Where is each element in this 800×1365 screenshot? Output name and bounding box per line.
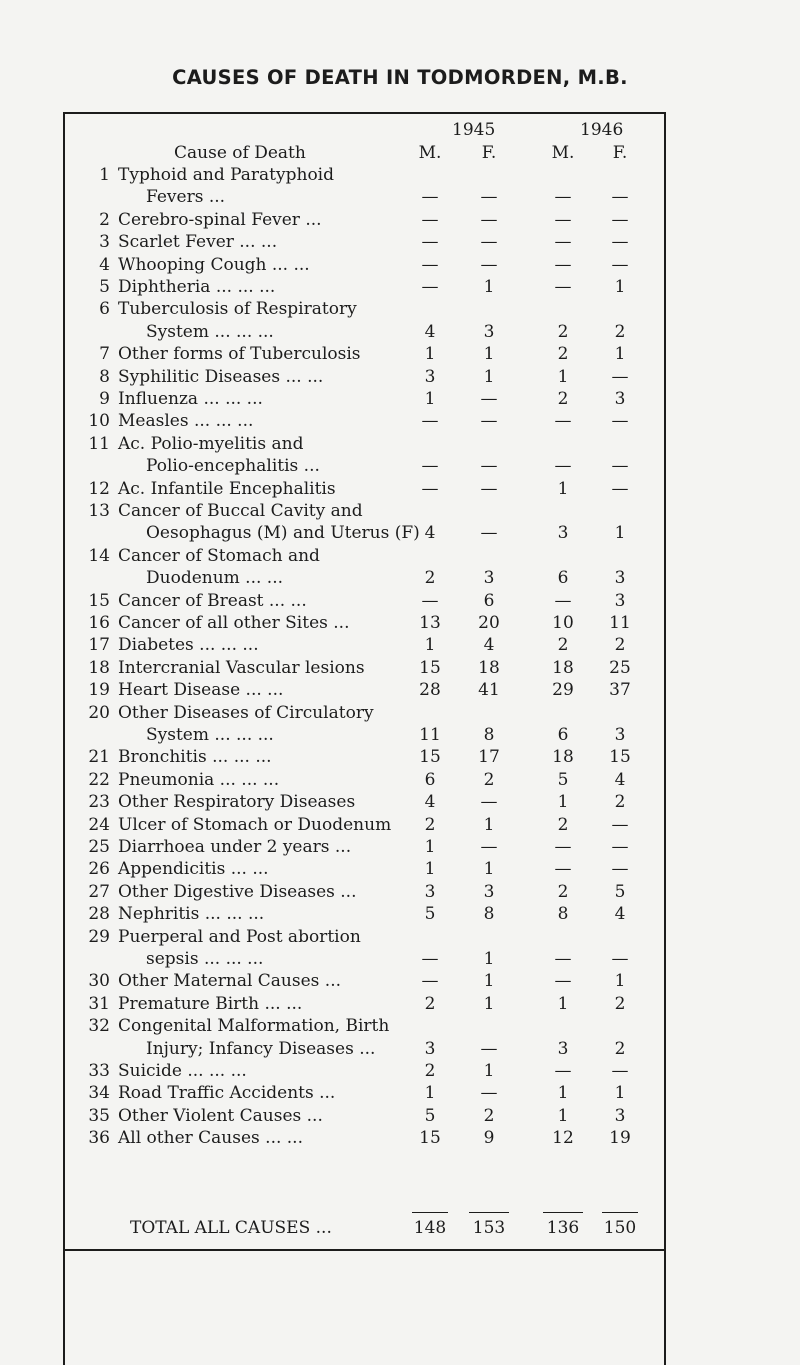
value-cell: —	[421, 232, 439, 253]
row-number: 4	[99, 254, 110, 275]
row-number: 5	[99, 277, 110, 297]
value-cell: —	[480, 478, 498, 499]
row-number: 33	[88, 1061, 110, 1081]
cause-text-line: Premature Birth ... ...	[118, 993, 303, 1014]
row-number: 24	[88, 814, 110, 835]
value-cell: 6	[557, 568, 569, 589]
sex-header-1946-m: M.	[551, 143, 575, 163]
cause-text-line: Influenza ... ... ...	[118, 389, 263, 409]
sex-header-1945-m: M.	[418, 143, 442, 163]
value-cell: 11	[609, 613, 631, 633]
value-cell: —	[421, 590, 439, 611]
value-cell: —	[554, 254, 572, 275]
value-cell: 2	[557, 635, 569, 656]
row-number: 28	[88, 904, 110, 925]
year-1946: 1946	[580, 120, 624, 140]
value-cell: 3	[614, 1105, 626, 1126]
value-cell: 11	[419, 725, 441, 745]
value-cell: —	[480, 792, 498, 813]
value-cell: —	[480, 523, 498, 544]
value-cell: 2	[483, 769, 495, 790]
value-cell: 1	[483, 1061, 495, 1081]
year-1945: 1945	[452, 120, 496, 140]
cause-text-line: Other Respiratory Diseases	[118, 792, 356, 813]
value-cell: —	[554, 411, 572, 432]
cause-text-line: Ac. Infantile Encephalitis	[118, 478, 336, 499]
value-cell: 2	[614, 635, 626, 656]
sum-rule-1945-m	[412, 1212, 448, 1213]
sex-header-1945-f: F.	[481, 143, 497, 163]
value-cell: 6	[483, 590, 495, 611]
value-cell: 2	[424, 568, 436, 589]
row-number: 36	[88, 1128, 110, 1149]
cause-text-line: Measles ... ... ...	[118, 411, 254, 432]
value-cell: —	[554, 971, 572, 992]
value-cell: 1	[483, 344, 495, 365]
value-cell: —	[611, 456, 629, 477]
value-cell: 20	[478, 613, 500, 633]
value-cell: 2	[557, 321, 569, 342]
cause-column-header: Cause of Death	[174, 143, 306, 163]
row-number: 20	[88, 702, 110, 723]
value-cell: —	[611, 209, 629, 230]
value-cell: 5	[424, 904, 436, 925]
row-number: 12	[88, 478, 110, 499]
value-cell: —	[611, 837, 629, 857]
value-cell: 1	[483, 277, 495, 297]
cause-text-line: Diabetes ... ... ...	[118, 635, 259, 656]
value-cell: —	[611, 254, 629, 275]
value-cell: —	[554, 949, 572, 969]
value-cell: 3	[424, 366, 436, 387]
value-cell: 1	[483, 366, 495, 387]
cause-text-line: Other Maternal Causes ...	[118, 971, 342, 992]
row-number: 1	[99, 165, 110, 185]
value-cell: 28	[419, 680, 441, 701]
value-cell: 15	[419, 657, 441, 678]
row-number: 19	[88, 680, 110, 701]
value-cell: 1	[483, 971, 495, 992]
value-cell: 2	[424, 814, 436, 835]
row-number: 29	[88, 926, 110, 947]
value-cell: 15	[419, 747, 441, 768]
cause-text-line: Injury; Infancy Diseases ...	[146, 1038, 376, 1059]
value-cell: —	[611, 949, 629, 969]
cause-text-line: Diphtheria ... ... ...	[118, 277, 276, 297]
cause-text-line: Other Diseases of Circulatory	[118, 702, 374, 723]
value-cell: 13	[419, 613, 441, 633]
value-cell: 1	[424, 389, 436, 409]
row-number: 11	[88, 433, 110, 454]
total-1946-f: 150	[603, 1218, 637, 1238]
value-cell: 2	[614, 993, 626, 1014]
value-cell: 4	[424, 321, 436, 342]
value-cell: 6	[424, 769, 436, 790]
value-cell: 18	[552, 747, 574, 768]
value-cell: —	[554, 187, 572, 208]
value-cell: 15	[419, 1128, 441, 1149]
value-cell: 3	[614, 568, 626, 589]
cause-text-line: Road Traffic Accidents ...	[118, 1083, 336, 1104]
value-cell: 1	[483, 993, 495, 1014]
value-cell: 2	[557, 814, 569, 835]
value-cell: 41	[478, 680, 500, 701]
value-cell: —	[480, 209, 498, 230]
cause-text-line: Other Violent Causes ...	[118, 1105, 323, 1126]
cause-text-line: Duodenum ... ...	[146, 568, 284, 589]
value-cell: 37	[609, 680, 631, 701]
table-bottom-rule	[63, 1249, 666, 1251]
value-cell: —	[421, 411, 439, 432]
value-cell: 1	[614, 523, 626, 544]
row-number: 9	[99, 389, 110, 409]
value-cell: 4	[614, 769, 626, 790]
cause-text-line: Scarlet Fever ... ...	[118, 232, 278, 253]
row-number: 34	[88, 1083, 110, 1104]
cause-text-line: System ... ... ...	[146, 725, 274, 745]
cause-text-line: Syphilitic Diseases ... ...	[118, 366, 324, 387]
cause-text-line: Suicide ... ... ...	[118, 1061, 247, 1081]
value-cell: —	[611, 232, 629, 253]
value-cell: 15	[609, 747, 631, 768]
value-cell: —	[421, 971, 439, 992]
value-cell: 3	[614, 590, 626, 611]
value-cell: 1	[483, 859, 495, 880]
value-cell: —	[421, 277, 439, 297]
value-cell: —	[611, 366, 629, 387]
value-cell: 2	[424, 993, 436, 1014]
cause-text-line: Pneumonia ... ... ...	[118, 769, 280, 790]
value-cell: 5	[424, 1105, 436, 1126]
value-cell: —	[421, 478, 439, 499]
value-cell: 3	[424, 1038, 436, 1059]
cause-text-line: Cancer of Stomach and	[118, 545, 320, 566]
value-cell: 29	[552, 680, 574, 701]
cause-text-line: Typhoid and Paratyphoid	[118, 165, 334, 185]
value-cell: —	[554, 209, 572, 230]
value-cell: 3	[557, 523, 569, 544]
value-cell: 12	[552, 1128, 574, 1149]
value-cell: —	[554, 837, 572, 857]
value-cell: 3	[424, 881, 436, 902]
cause-text-line: Tuberculosis of Respiratory	[118, 299, 357, 320]
value-cell: 1	[483, 814, 495, 835]
value-cell: 8	[557, 904, 569, 925]
value-cell: 4	[483, 635, 495, 656]
value-cell: —	[480, 456, 498, 477]
value-cell: —	[554, 859, 572, 880]
cause-text-line: Intercranial Vascular lesions	[118, 657, 365, 678]
row-number: 16	[88, 613, 110, 633]
value-cell: 19	[609, 1128, 631, 1149]
value-cell: 2	[614, 1038, 626, 1059]
row-number: 22	[88, 769, 110, 790]
value-cell: 8	[483, 725, 495, 745]
row-number: 25	[88, 837, 110, 857]
value-cell: —	[554, 456, 572, 477]
value-cell: —	[480, 187, 498, 208]
row-number: 7	[99, 344, 110, 365]
sum-rule-1946-m	[543, 1212, 583, 1213]
value-cell: 1	[557, 366, 569, 387]
value-cell: 3	[614, 725, 626, 745]
value-cell: —	[421, 949, 439, 969]
value-cell: —	[421, 209, 439, 230]
page-title: CAUSES OF DEATH IN TODMORDEN, M.B.	[172, 66, 628, 89]
cause-text-line: Heart Disease ... ...	[118, 680, 284, 701]
value-cell: 4	[424, 523, 436, 544]
cause-text-line: sepsis ... ... ...	[146, 949, 264, 969]
row-number: 17	[88, 635, 110, 656]
row-number: 15	[88, 590, 110, 611]
value-cell: 3	[483, 321, 495, 342]
value-cell: —	[611, 478, 629, 499]
cause-text-line: Congenital Malformation, Birth	[118, 1016, 390, 1037]
value-cell: 4	[424, 792, 436, 813]
value-cell: —	[480, 232, 498, 253]
cause-text-line: Cancer of Breast ... ...	[118, 590, 307, 611]
value-cell: 2	[483, 1105, 495, 1126]
cause-text-line: Ulcer of Stomach or Duodenum	[118, 814, 392, 835]
value-cell: 10	[552, 613, 574, 633]
value-cell: 1	[557, 792, 569, 813]
value-cell: 18	[478, 657, 500, 678]
value-cell: 1	[614, 1083, 626, 1104]
value-cell: —	[480, 1038, 498, 1059]
value-cell: 3	[483, 568, 495, 589]
value-cell: 3	[614, 389, 626, 409]
cause-text-line: Whooping Cough ... ...	[118, 254, 310, 275]
value-cell: 2	[614, 792, 626, 813]
row-number: 14	[88, 545, 110, 566]
value-cell: 1	[614, 971, 626, 992]
value-cell: —	[421, 254, 439, 275]
value-cell: —	[480, 411, 498, 432]
row-number: 10	[88, 411, 110, 432]
value-cell: 1	[614, 344, 626, 365]
value-cell: 1	[483, 949, 495, 969]
value-cell: 17	[478, 747, 500, 768]
value-cell: —	[611, 187, 629, 208]
total-label: TOTAL ALL CAUSES ...	[130, 1218, 332, 1238]
cause-text-line: Oesophagus (M) and Uterus (F)	[146, 523, 420, 544]
value-cell: 2	[557, 881, 569, 902]
cause-text-line: Polio-encephalitis ...	[146, 456, 320, 477]
value-cell: 8	[483, 904, 495, 925]
value-cell: —	[480, 389, 498, 409]
value-cell: 9	[483, 1128, 495, 1149]
row-number: 21	[88, 747, 110, 768]
value-cell: 1	[557, 993, 569, 1014]
value-cell: 2	[614, 321, 626, 342]
value-cell: 1	[424, 859, 436, 880]
value-cell: —	[554, 590, 572, 611]
value-cell: 1	[557, 478, 569, 499]
cause-text-line: Bronchitis ... ... ...	[118, 747, 272, 768]
cause-text-line: All other Causes ... ...	[118, 1128, 303, 1149]
row-number: 30	[88, 971, 110, 992]
sex-header-1946-f: F.	[612, 143, 628, 163]
cause-text-line: Fevers ...	[146, 187, 226, 208]
row-number: 6	[99, 299, 110, 320]
cause-text-line: Cancer of all other Sites ...	[118, 613, 350, 633]
total-1945-f: 153	[472, 1218, 506, 1238]
value-cell: —	[480, 837, 498, 857]
row-number: 3	[99, 232, 110, 253]
value-cell: 1	[424, 344, 436, 365]
value-cell: —	[611, 814, 629, 835]
value-cell: —	[611, 1061, 629, 1081]
cause-text-line: Nephritis ... ... ...	[118, 904, 265, 925]
value-cell: —	[421, 187, 439, 208]
value-cell: 4	[614, 904, 626, 925]
value-cell: 2	[424, 1061, 436, 1081]
value-cell: 2	[557, 389, 569, 409]
row-number: 18	[88, 657, 110, 678]
value-cell: 1	[424, 837, 436, 857]
sum-rule-1945-f	[469, 1212, 509, 1213]
row-number: 13	[88, 501, 110, 521]
cause-text-line: Cerebro-spinal Fever ...	[118, 209, 322, 230]
row-number: 27	[88, 881, 110, 902]
value-cell: 1	[614, 277, 626, 297]
cause-text-line: Puerperal and Post abortion	[118, 926, 361, 947]
cause-text-line: System ... ... ...	[146, 321, 274, 342]
total-1945-m: 148	[413, 1218, 447, 1238]
value-cell: 3	[557, 1038, 569, 1059]
cause-text-line: Diarrhoea under 2 years ...	[118, 837, 352, 857]
cause-text-line: Appendicitis ... ...	[118, 859, 269, 880]
value-cell: —	[421, 456, 439, 477]
value-cell: 18	[552, 657, 574, 678]
row-number: 35	[88, 1105, 110, 1126]
row-number: 26	[88, 859, 110, 880]
value-cell: —	[554, 232, 572, 253]
value-cell: 1	[424, 635, 436, 656]
value-cell: —	[611, 859, 629, 880]
value-cell: 1	[424, 1083, 436, 1104]
row-number: 32	[88, 1016, 110, 1037]
value-cell: —	[611, 411, 629, 432]
value-cell: 5	[557, 769, 569, 790]
value-cell: 2	[557, 344, 569, 365]
row-number: 31	[88, 993, 110, 1014]
cause-text-line: Other Digestive Diseases ...	[118, 881, 357, 902]
total-1946-m: 136	[546, 1218, 580, 1238]
value-cell: 1	[557, 1083, 569, 1104]
value-cell: 5	[614, 881, 626, 902]
value-cell: —	[480, 254, 498, 275]
row-number: 23	[88, 792, 110, 813]
cause-text-line: Cancer of Buccal Cavity and	[118, 501, 363, 521]
cause-text-line: Ac. Polio-myelitis and	[118, 433, 304, 454]
row-number: 2	[99, 209, 110, 230]
value-cell: —	[480, 1083, 498, 1104]
row-number: 8	[99, 366, 110, 387]
value-cell: 3	[483, 881, 495, 902]
value-cell: 25	[609, 657, 631, 678]
value-cell: —	[554, 277, 572, 297]
value-cell: 6	[557, 725, 569, 745]
value-cell: 1	[557, 1105, 569, 1126]
sum-rule-1946-f	[602, 1212, 638, 1213]
cause-text-line: Other forms of Tuberculosis	[118, 344, 361, 365]
value-cell: —	[554, 1061, 572, 1081]
